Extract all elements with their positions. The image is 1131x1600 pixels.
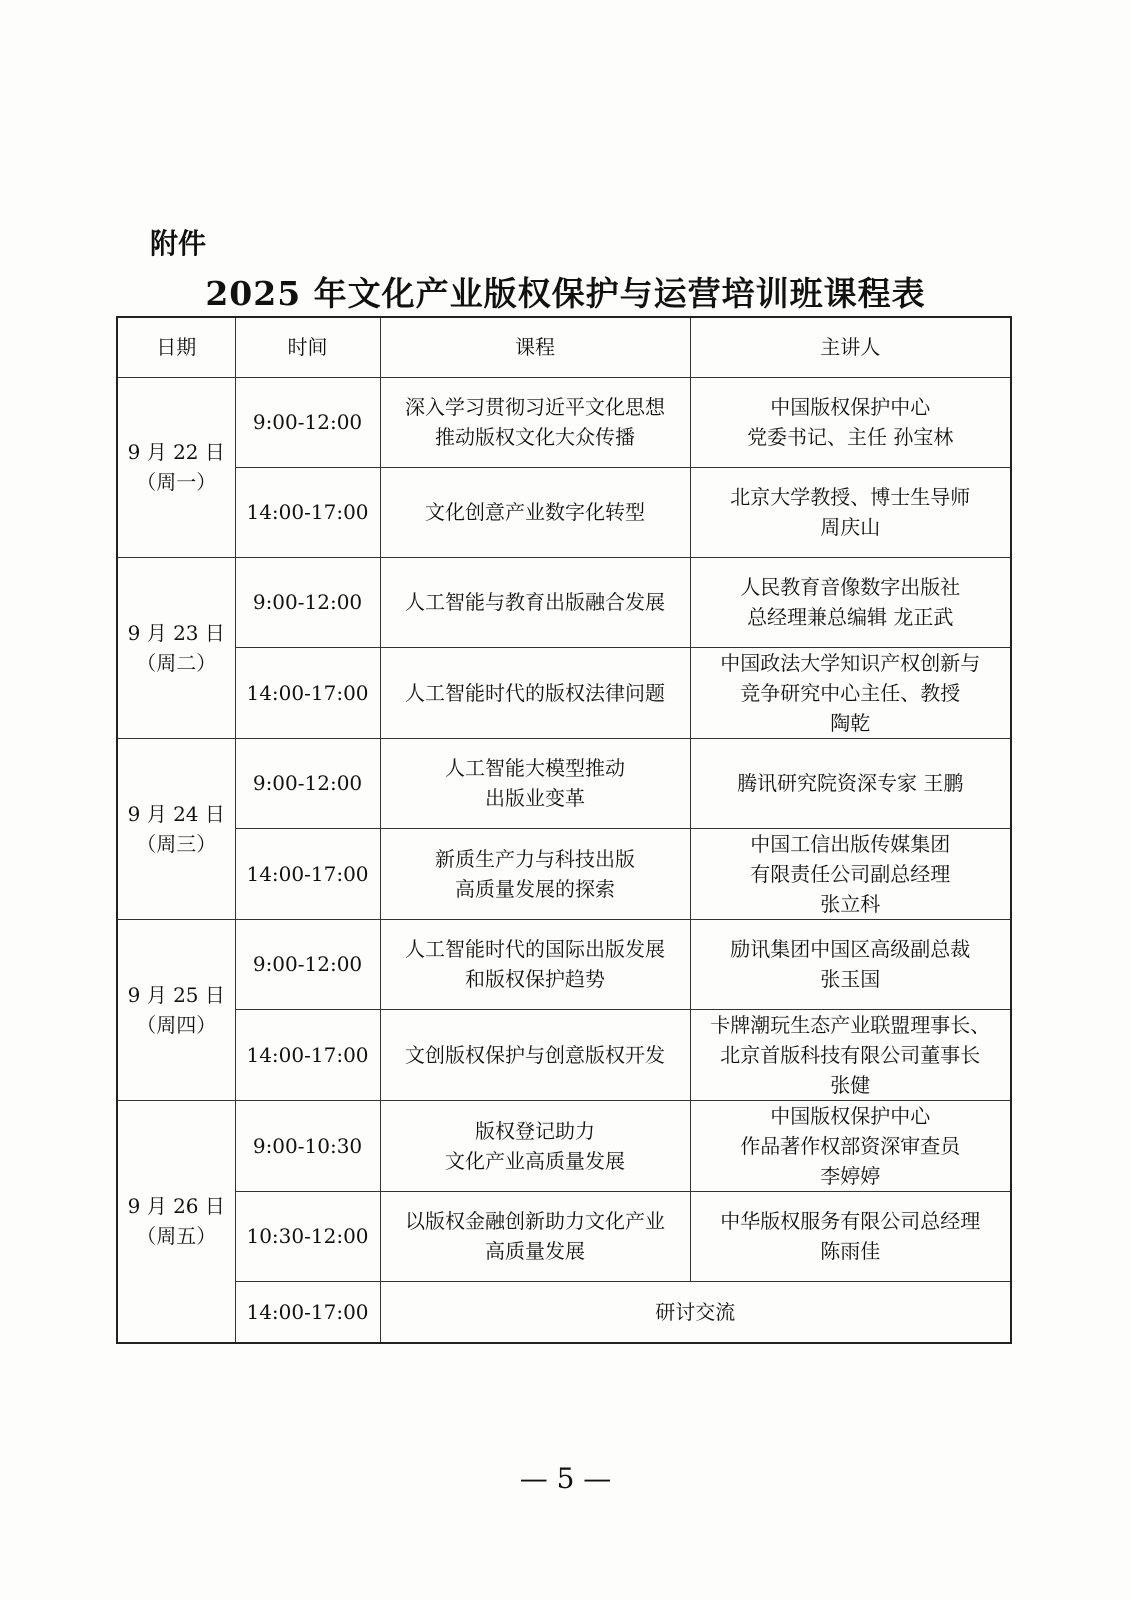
schedule-table [116,316,1012,1344]
document-title: 2025 年文化产业版权保护与运营培训班课程表 [205,274,926,313]
course-line: 出版业变革 [485,786,585,810]
speaker-line: 有限责任公司副总经理 [750,861,951,886]
course-cell [380,828,690,919]
speaker-cell [690,377,1011,467]
course-line: 人工智能大模型推动 [445,756,625,780]
speaker-line: 励讯集团中国区高级副总裁 [730,937,971,961]
speaker-line: 北京首版科技有限公司董事长 [720,1042,981,1067]
course-line: 高质量发展的探索 [455,876,615,901]
speaker-cell [690,919,1011,1009]
speaker-line: 周庆山 [820,515,881,539]
table-header-row [117,317,1011,377]
course-cell [380,467,690,557]
time-cell: 14:00-17:00 [235,1281,380,1343]
speaker-line: 卡牌潮玩生态产业联盟理事长、 [710,1012,991,1037]
table-row [117,919,1011,1009]
course-line: 深入学习贯彻习近平文化思想 [405,395,665,419]
header-time: 时间 [235,317,380,377]
time-cell: 9:00-12:00 [235,377,380,467]
course-cell [380,738,690,828]
table-row [117,1281,1011,1343]
speaker-cell [690,1191,1011,1281]
speaker-line: 李婷婷 [820,1163,881,1188]
speaker-line: 张立科 [820,891,881,916]
course-cell [380,647,690,738]
date-text: 9 月 23 日 [127,620,225,645]
time-cell: 9:00-12:00 [235,919,380,1009]
table-row [117,1100,1011,1191]
date-cell [117,557,235,738]
speaker-line: 腾讯研究院资深专家 王鹏 [737,771,964,795]
table-row [117,647,1011,738]
time-cell: 14:00-17:00 [235,1009,380,1100]
speaker-cell [690,738,1011,828]
speaker-line: 陈雨佳 [820,1239,881,1263]
speaker-cell [690,557,1011,647]
speaker-line: 陶乾 [830,710,871,735]
speaker-line: 张玉国 [820,967,881,991]
speaker-line: 总经理兼总编辑 龙正武 [747,605,954,629]
table-row [117,738,1011,828]
course-line: 人工智能时代的版权法律问题 [405,680,665,705]
speaker-line: 张健 [830,1072,871,1097]
header-course: 课程 [380,317,690,377]
speaker-line: 中国政法大学知识产权创新与 [720,650,981,675]
course-line: 新质生产力与科技出版 [435,846,635,871]
course-line: 文化产业高质量发展 [445,1148,625,1173]
course-cell [380,1191,690,1281]
date-cell [117,1100,235,1343]
speaker-cell [690,1009,1011,1100]
speaker-line: 中国版权保护中心 [770,395,931,419]
course-line: 文创版权保护与创意版权开发 [405,1042,665,1067]
weekday-text: （周四） [136,1012,217,1037]
course-line: 和版权保护趋势 [465,967,605,991]
speaker-cell [690,647,1011,738]
time-cell: 14:00-17:00 [235,828,380,919]
course-line: 文化创意产业数字化转型 [425,500,645,524]
speaker-line: 党委书记、主任 孙宝林 [747,425,954,449]
weekday-text: （周五） [136,1224,217,1249]
course-cell [380,1009,690,1100]
table-row [117,467,1011,557]
table-row [117,828,1011,919]
time-cell: 9:00-10:30 [235,1100,380,1191]
time-cell: 14:00-17:00 [235,647,380,738]
time-cell: 9:00-12:00 [235,738,380,828]
course-cell [380,377,690,467]
course-cell [380,1100,690,1191]
page-number: — 5 — [519,1462,612,1495]
time-cell: 10:30-12:00 [235,1191,380,1281]
schedule-body [117,377,1011,1343]
course-line: 以版权金融创新助力文化产业 [405,1209,665,1233]
time-cell: 9:00-12:00 [235,557,380,647]
date-text: 9 月 25 日 [127,982,225,1007]
date-cell [117,738,235,919]
speaker-line: 中华版权服务有限公司总经理 [720,1209,981,1233]
course-line: 高质量发展 [485,1239,585,1263]
speaker-line: 中国版权保护中心 [770,1103,931,1128]
table-row [117,1191,1011,1281]
table-row [117,557,1011,647]
time-cell: 14:00-17:00 [235,467,380,557]
speaker-line: 中国工信出版传媒集团 [750,831,951,856]
weekday-text: （周一） [136,470,217,494]
header-speaker: 主讲人 [690,317,1011,377]
course-line: 版权登记助力 [475,1118,595,1143]
header-date: 日期 [117,317,235,377]
course-line: 推动版权文化大众传播 [435,425,635,449]
speaker-line: 北京大学教授、博士生导师 [730,485,971,509]
speaker-cell [690,1100,1011,1191]
table-row [117,1009,1011,1100]
speaker-line: 竞争研究中心主任、教授 [740,680,961,705]
merged-text: 研讨交流 [655,1299,736,1324]
speaker-line: 人民教育音像数字出版社 [740,575,961,599]
course-cell [380,557,690,647]
date-text: 9 月 22 日 [127,440,225,464]
date-cell [117,377,235,557]
table-row [117,377,1011,467]
date-text: 9 月 24 日 [127,801,225,826]
weekday-text: （周三） [136,831,217,856]
merged-cell [380,1281,1011,1343]
speaker-line: 作品著作权部资深审查员 [740,1133,961,1158]
date-text: 9 月 26 日 [127,1194,225,1219]
course-line: 人工智能与教育出版融合发展 [405,590,665,614]
course-cell [380,919,690,1009]
date-cell [117,919,235,1100]
speaker-cell [690,828,1011,919]
weekday-text: （周二） [136,650,217,675]
attachment-label: 附件 [150,227,207,260]
speaker-cell [690,467,1011,557]
course-line: 人工智能时代的国际出版发展 [405,937,665,961]
